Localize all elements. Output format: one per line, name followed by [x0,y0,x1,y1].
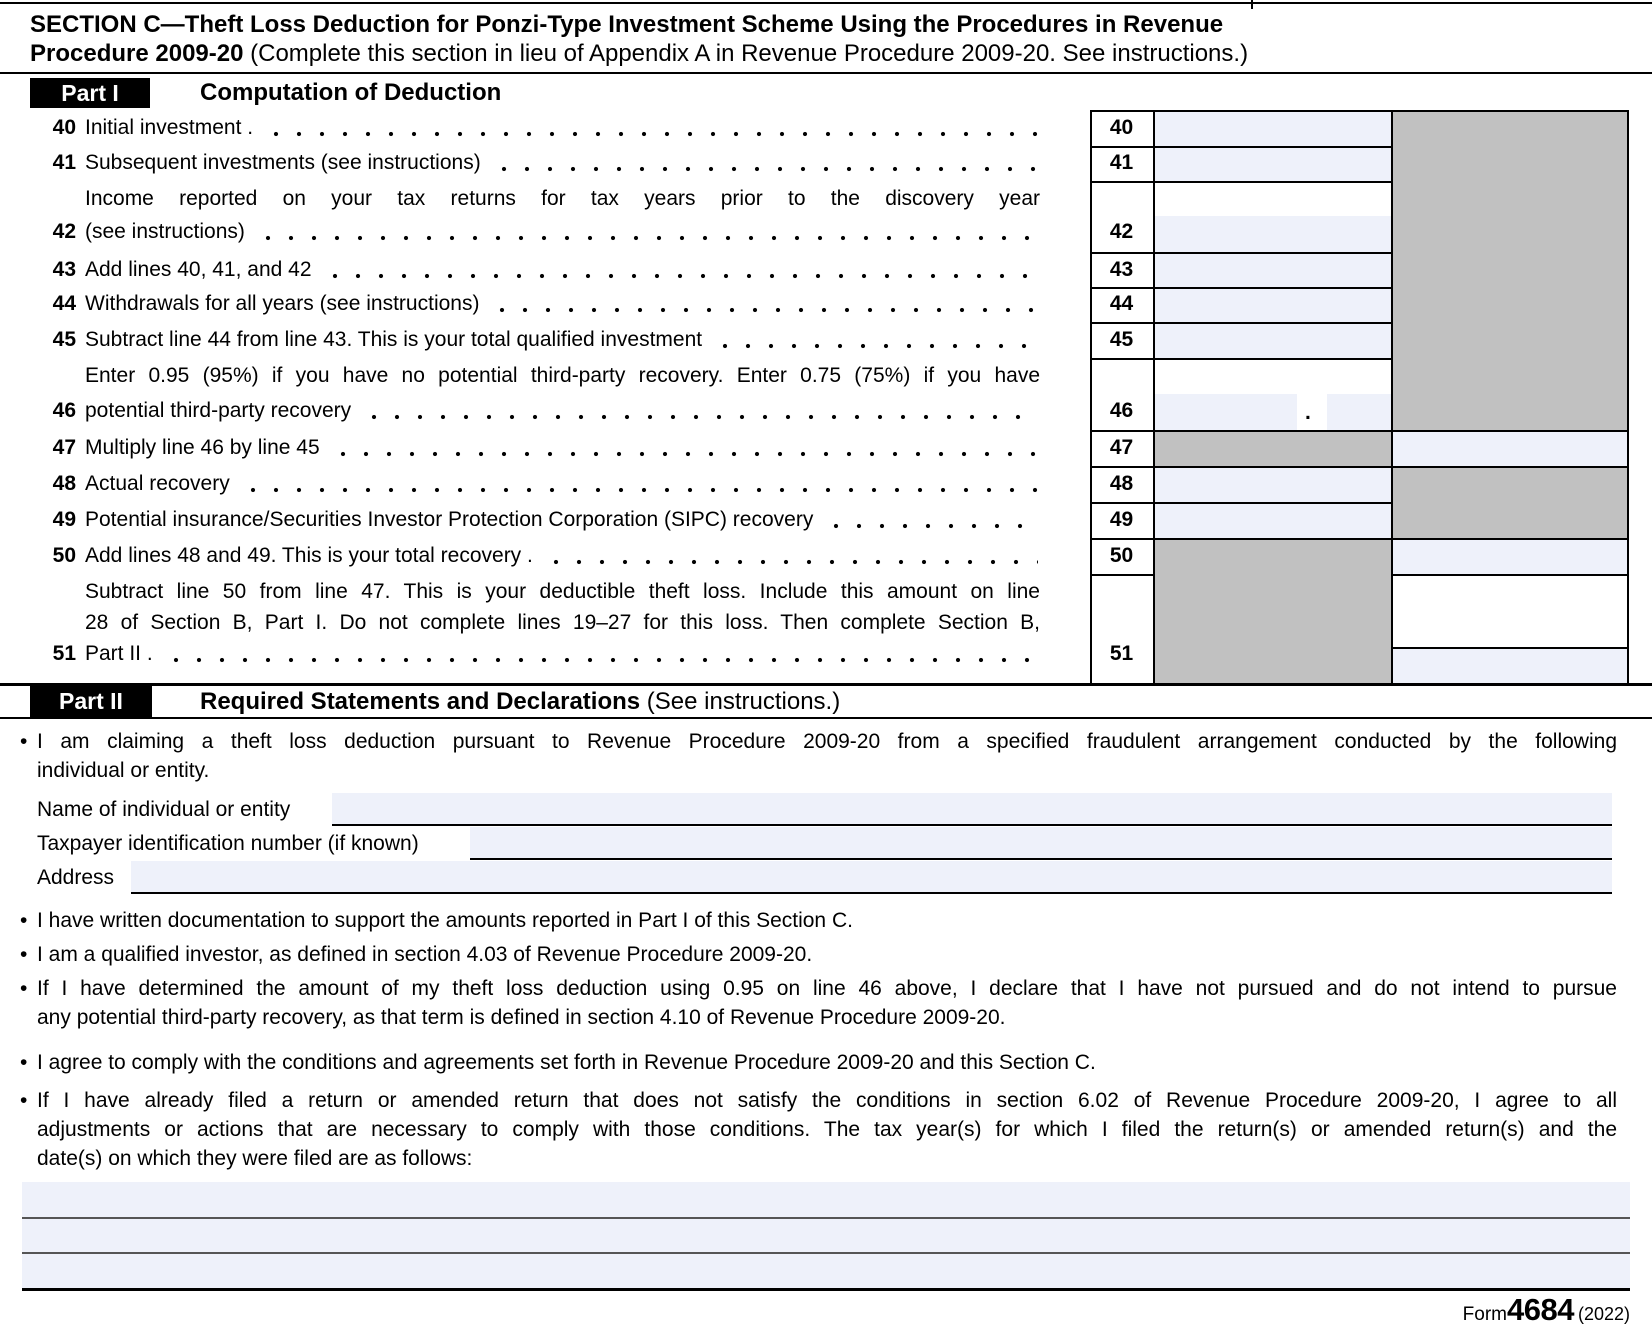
line-50-number: 50 [52,544,76,567]
field-input-2[interactable] [470,827,1612,860]
footer-form-year: (2022) [1577,1304,1630,1324]
statement-bullet-6-line-3: date(s) on which they were filed are as follows: [37,1147,473,1170]
line-43-dot-leader [324,256,1038,284]
line-43-desc-text: Add lines 40, 41, and 42 [85,258,312,281]
statement-bullet-6-line-1: If I have already filed a return or amended return that does not satisfy the conditions in section 6.02 of Revenue Procedure 2009-20, I agree to all [37,1089,1617,1112]
line-46-decimal-point: . [1305,401,1311,424]
line-44-desc-1 [85,290,1040,318]
line-43-box-number: 43 [1109,258,1134,281]
line-47-desc-text: Multiply line 46 by line 45 [85,436,320,459]
line-49-box-number: 49 [1109,508,1134,531]
part1-bottom-rule [0,683,1652,686]
line-48-desc-text: Actual recovery [85,472,230,495]
top-rule [0,2,1652,4]
line-40-desc-1 [85,114,1040,142]
line-51-amount-field[interactable] [1391,647,1627,684]
line-50-amount-field[interactable] [1391,538,1627,574]
line-44-desc-text: Withdrawals for all years (see instructions) [85,292,480,315]
line-45-box-number: 45 [1109,328,1134,351]
line-51-dot-leader [165,640,1038,668]
bullet-marker: • [20,1051,28,1074]
line-43-desc-1 [85,256,1040,284]
line-48-number: 48 [52,472,76,495]
line-42-entry-field[interactable] [1153,216,1391,252]
part2-title [200,687,840,717]
section-c-title-line2-rest: (Complete this section in lieu of Appendix A in Revenue Procedure 2009-20. See instructions.) [243,40,1249,67]
line-49-number: 49 [52,508,76,531]
line-43-number: 43 [52,258,76,281]
row-line-146 [1090,146,1391,148]
line-46-number: 46 [52,399,76,422]
line-41-number: 41 [52,151,76,174]
line-49-desc-text: Potential insurance/Securities Investor Protection Corporation (SIPC) recovery [85,508,814,531]
line-50-desc-1 [85,542,1040,570]
statement-bullet-3 [37,940,1617,969]
statement-bullet-4-line-2: any potential third-party recovery, as that term is defined in section 4.10 of Revenue Procedure 2009-20. [37,1006,1006,1029]
band-divider-1 [22,1217,1630,1219]
line-51-desc-1: Subtract line 50 from line 47. This is your deductible theft loss. Include this amount on line [85,580,1040,603]
line-49-entry-field[interactable] [1153,502,1391,538]
section-c-title-line2 [30,40,1248,68]
line-45-desc-text: Subtract line 44 from line 43. This is your total qualified investment [85,328,703,351]
line-41-entry-field[interactable] [1153,146,1391,181]
bullet-marker: • [20,909,28,932]
line-43-entry-field[interactable] [1153,252,1391,287]
row-line-181 [1090,181,1391,183]
line-45-number: 45 [52,328,76,351]
table-top-line [1090,110,1629,112]
statement-bullet-1 [37,727,1617,785]
line-49-dot-leader [825,506,1038,534]
statement-bullet-4-line-1: If I have determined the amount of my theft loss deduction using 0.95 on line 46 above, I declare that I have not pursued and do not intend to pursue [37,977,1617,1000]
row-line-287 [1090,287,1391,289]
bullet-marker: • [20,1089,28,1112]
line-50-51-shaded-cell [1153,538,1391,684]
line-40-entry-field[interactable] [1153,110,1391,146]
lines-40-46-shaded-block [1391,110,1627,430]
line-48-box-number: 48 [1109,472,1134,495]
line-47-dot-leader [332,434,1038,462]
line-49-desc-1 [85,506,1040,534]
bullet-marker: • [20,943,28,966]
line-42-desc-text: (see instructions) [85,220,245,243]
statement-entry-row-2[interactable] [22,1219,1630,1252]
statement-entry-row-1[interactable] [22,1182,1630,1217]
line-40-desc-text: Initial investment . [85,116,254,139]
row-line-322 [1090,322,1391,324]
row-line-full-466 [1090,466,1627,468]
line-42-dot-leader [257,218,1038,246]
line-42-desc-1: Income reported on your tax returns for tax years prior to the discovery year [85,187,1040,210]
line-40-number: 40 [52,116,76,139]
line-46-entry-field-decimal[interactable] [1327,394,1391,430]
line-48-dot-leader [242,470,1038,498]
statement-bullet-5-line-1: I agree to comply with the conditions and agreements set forth in Revenue Procedure 2009-20 and this Section C. [37,1051,1096,1074]
section-c-title-line1: SECTION C—Theft Loss Deduction for Ponzi-Type Investment Scheme Using the Procedures in Revenue [30,11,1224,38]
statement-bullet-1-line-2: individual or entity. [37,759,210,782]
statement-bullet-6-line-2: adjustments or actions that are necessary to comply with those conditions. The tax year(s) for which I filed the return(s) or amended return(s) and the [37,1118,1617,1141]
field-label-1: Name of individual or entity [37,798,291,821]
row-line-358 [1090,358,1391,360]
line-41-box-number: 41 [1109,151,1134,174]
line-51-desc-3 [85,640,1040,668]
line-51-number: 51 [52,642,76,665]
row-line-252 [1090,252,1391,254]
statement-bullet-2 [37,906,1617,935]
bullet-marker: • [20,977,28,1000]
line-47-box-number: 47 [1109,436,1134,459]
line-46-box-number: 46 [1109,399,1134,422]
field-label-3: Address [37,866,115,889]
line-46-entry-field-whole[interactable] [1153,394,1297,430]
row-line-574-num [1090,574,1155,576]
line-46-desc-text: potential third-party recovery [85,399,352,422]
field-label-2: Taxpayer identification number (if known) [37,832,419,855]
row-line-647-right [1391,647,1627,649]
field-input-1[interactable] [332,793,1612,826]
line-46-desc-2 [85,397,1040,425]
field-input-3[interactable] [131,861,1612,894]
line-40-box-number: 40 [1109,116,1134,139]
line-42-desc-2 [85,218,1040,246]
line-51-desc-2: 28 of Section B, Part I. Do not complete lines 19–27 for this loss. Then complete Section B, [85,611,1040,634]
line-45-entry-field[interactable] [1153,322,1391,358]
line-47-shaded-cell [1153,430,1391,466]
statement-bullet-2-line-1: I have written documentation to support the amounts reported in Part I of this Section C. [37,909,853,932]
line-48-entry-field[interactable] [1153,466,1391,502]
statement-bullet-6 [37,1086,1617,1173]
line-42-number: 42 [52,220,76,243]
statement-bullet-4 [37,974,1617,1032]
section-c-title-line2-bold: Procedure 2009-20 [30,40,244,67]
line-46-dot-leader [363,397,1038,425]
row-line-full-538 [1090,538,1627,540]
line-47-desc-1 [85,434,1040,462]
line-44-number: 44 [52,292,76,315]
statement-bullet-3-line-1: I am a qualified investor, as defined in section 4.03 of Revenue Procedure 2009-20. [37,943,813,966]
line-44-entry-field[interactable] [1153,287,1391,322]
line-41-dot-leader [493,149,1038,177]
form-footer [1463,1292,1630,1328]
line-44-dot-leader [491,290,1038,318]
line-41-desc-1 [85,149,1040,177]
line-47-number: 47 [52,436,76,459]
line-48-desc-1 [85,470,1040,498]
part2-label: Part II [59,688,123,714]
row-line-502 [1090,502,1391,504]
table-vline-table-right [1627,110,1629,686]
bullet-marker: • [20,730,28,753]
part2-title-rest: (See instructions.) [640,688,841,715]
bands-bottom-rule [22,1288,1630,1291]
line-41-desc-text: Subsequent investments (see instructions) [85,151,481,174]
line-46-desc-1: Enter 0.95 (95%) if you have no potential third-party recovery. Enter 0.75 (75%) if you have [85,364,1040,387]
header-bottom-rule [0,72,1652,74]
row-line-574-right [1391,574,1627,576]
line-45-desc-1 [85,326,1040,354]
line-51-desc-text: Part II . [85,642,153,665]
part2-label-box [30,686,152,717]
statement-bullet-5 [37,1048,1617,1077]
line-47-amount-field[interactable] [1391,430,1627,466]
line-45-dot-leader [714,326,1038,354]
band-divider-2 [22,1252,1630,1254]
lines-48-49-shaded-block [1391,466,1627,538]
footer-form-number: 4684 [1507,1292,1574,1327]
line-40-dot-leader [265,114,1038,142]
statement-entry-row-3[interactable] [22,1254,1630,1288]
part2-title-bold: Required Statements and Declarations [200,688,641,715]
table-vline-num-right [1153,110,1155,684]
line-50-desc-text: Add lines 48 and 49. This is your total recovery . [85,544,533,567]
part1-label: Part I [61,79,119,106]
footer-form-word: Form [1462,1304,1507,1325]
part2-bar-bottom-rule [0,717,1652,719]
line-50-dot-leader [545,542,1038,570]
line-51-box-number: 51 [1109,642,1134,665]
line-42-box-number: 42 [1109,220,1134,243]
table-vline-entry-right [1391,110,1393,684]
line-50-box-number: 50 [1109,544,1134,567]
row-line-full-430 [1090,430,1627,432]
line-44-box-number: 44 [1109,292,1134,315]
top-column-tick [1251,0,1253,9]
part1-label-box [30,78,150,108]
statement-bullet-1-line-1: I am claiming a theft loss deduction pursuant to Revenue Procedure 2009-20 from a specified fraudulent arrangement conducted by the following [37,730,1617,753]
part1-title: Computation of Deduction [200,79,502,106]
